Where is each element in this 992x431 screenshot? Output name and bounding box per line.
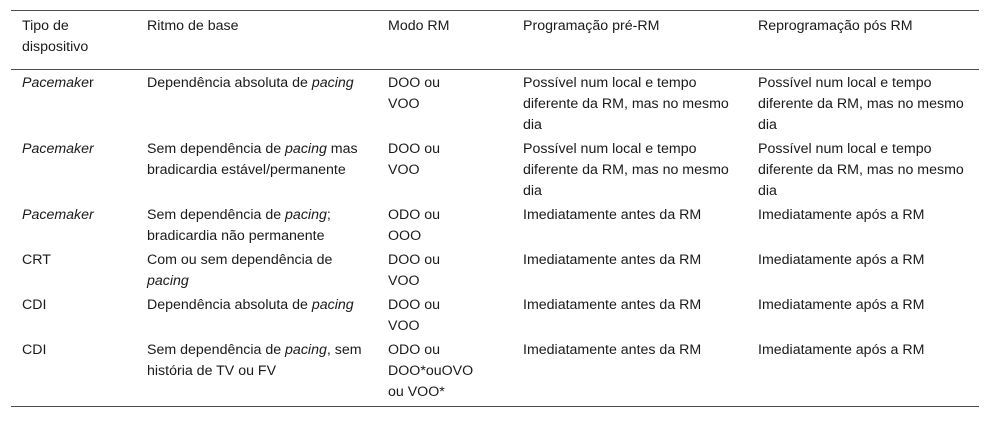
rhythm-text: Dependência absoluta de (147, 297, 312, 313)
cell-pre-mri: Possível num local e tempo diferente da RM, mas no mesmo dia (523, 141, 729, 199)
cell-rhythm (136, 205, 377, 250)
mode-line: ou VOO* (388, 384, 445, 400)
cell-pre-mri: Imediatamente antes da RM (523, 252, 702, 268)
rhythm-italic: pacing (311, 75, 354, 91)
header-mri-mode: Modo RM (388, 18, 450, 34)
cell-post-mri: Possível num local e tempo diferente da RM, mas no mesmo dia (758, 141, 964, 199)
cell-post-mri: Possível num local e tempo diferente da RM, mas no mesmo dia (758, 75, 964, 133)
rhythm-text: Com ou sem dependência de (147, 252, 333, 268)
cell-device: CDI (22, 342, 47, 358)
cell-device: Pacemaker (22, 207, 94, 223)
mode-line: VOO (388, 96, 420, 112)
table-header (11, 11, 979, 70)
mode-line: ODO ou (388, 342, 441, 358)
cell-post-mri: Imediatamente após a RM (758, 342, 925, 358)
rhythm-text: Dependência absoluta de (147, 75, 312, 91)
mode-line: VOO (388, 162, 420, 178)
mode-line: VOO (388, 318, 420, 334)
cell-device: CDI (22, 297, 47, 313)
header-row (11, 11, 979, 70)
table-row (11, 139, 979, 205)
rhythm-text: Sem dependência de (147, 141, 286, 157)
cell-pre-mri: Imediatamente antes da RM (523, 207, 702, 223)
mode-line: VOO (388, 273, 420, 289)
cell-device: Pacemaker (22, 141, 94, 157)
mode-line: DOO ou (388, 297, 441, 313)
table-row (11, 295, 979, 340)
device-italic: Pacemake (22, 75, 90, 91)
rhythm-italic: pacing (285, 342, 327, 358)
device-plain: r (89, 75, 94, 91)
mri-device-programming-table (11, 10, 979, 407)
table-body (11, 70, 979, 407)
table-row (11, 205, 979, 250)
rhythm-text: Sem dependência de (147, 207, 286, 223)
table-row (11, 340, 979, 407)
cell-mode (377, 250, 512, 295)
cell-rhythm (136, 70, 377, 140)
cell-mode (377, 205, 512, 250)
rhythm-text: Sem dependência de (147, 342, 286, 358)
cell-rhythm (136, 295, 377, 340)
rhythm-italic: pacing (285, 207, 327, 223)
cell-device: CRT (22, 252, 51, 268)
cell-pre-mri: Possível num local e tempo diferente da RM, mas no mesmo dia (523, 75, 729, 133)
mode-line: ODO ou (388, 207, 441, 223)
mode-line: DOO ou (388, 75, 441, 91)
header-post-mri-reprogramming: Reprogramação pós RM (758, 18, 913, 34)
cell-pre-mri: Imediatamente antes da RM (523, 342, 702, 358)
mode-line: OOO (388, 228, 422, 244)
cell-mode (377, 70, 512, 140)
cell-rhythm (136, 340, 377, 407)
table-row (11, 250, 979, 295)
cell-device (11, 70, 136, 140)
cell-rhythm (136, 139, 377, 205)
rhythm-text-post: , sem história de TV ou FV (147, 342, 362, 379)
header-base-rhythm: Ritmo de base (147, 18, 239, 34)
cell-post-mri: Imediatamente após a RM (758, 207, 925, 223)
cell-post-mri: Imediatamente após a RM (758, 252, 925, 268)
rhythm-text-post: mas bradicardia estável/permanente (147, 141, 358, 178)
header-pre-mri-programming: Programação pré-RM (523, 18, 660, 34)
table-row (11, 70, 979, 140)
mode-line: DOO ou (388, 141, 441, 157)
cell-pre-mri: Imediatamente antes da RM (523, 297, 702, 313)
cell-post-mri: Imediatamente após a RM (758, 297, 925, 313)
cell-rhythm (136, 250, 377, 295)
rhythm-text-post: ; bradicardia não permanente (147, 207, 331, 244)
rhythm-italic: pacing (147, 273, 189, 289)
rhythm-italic: pacing (285, 141, 327, 157)
cell-mode (377, 295, 512, 340)
rhythm-italic: pacing (311, 297, 354, 313)
cell-mode (377, 139, 512, 205)
header-device-type: Tipo de dispositivo (22, 18, 89, 55)
mode-line: DOO*ouOVO (388, 363, 474, 379)
mode-line: DOO ou (388, 252, 441, 268)
cell-mode (377, 340, 512, 407)
